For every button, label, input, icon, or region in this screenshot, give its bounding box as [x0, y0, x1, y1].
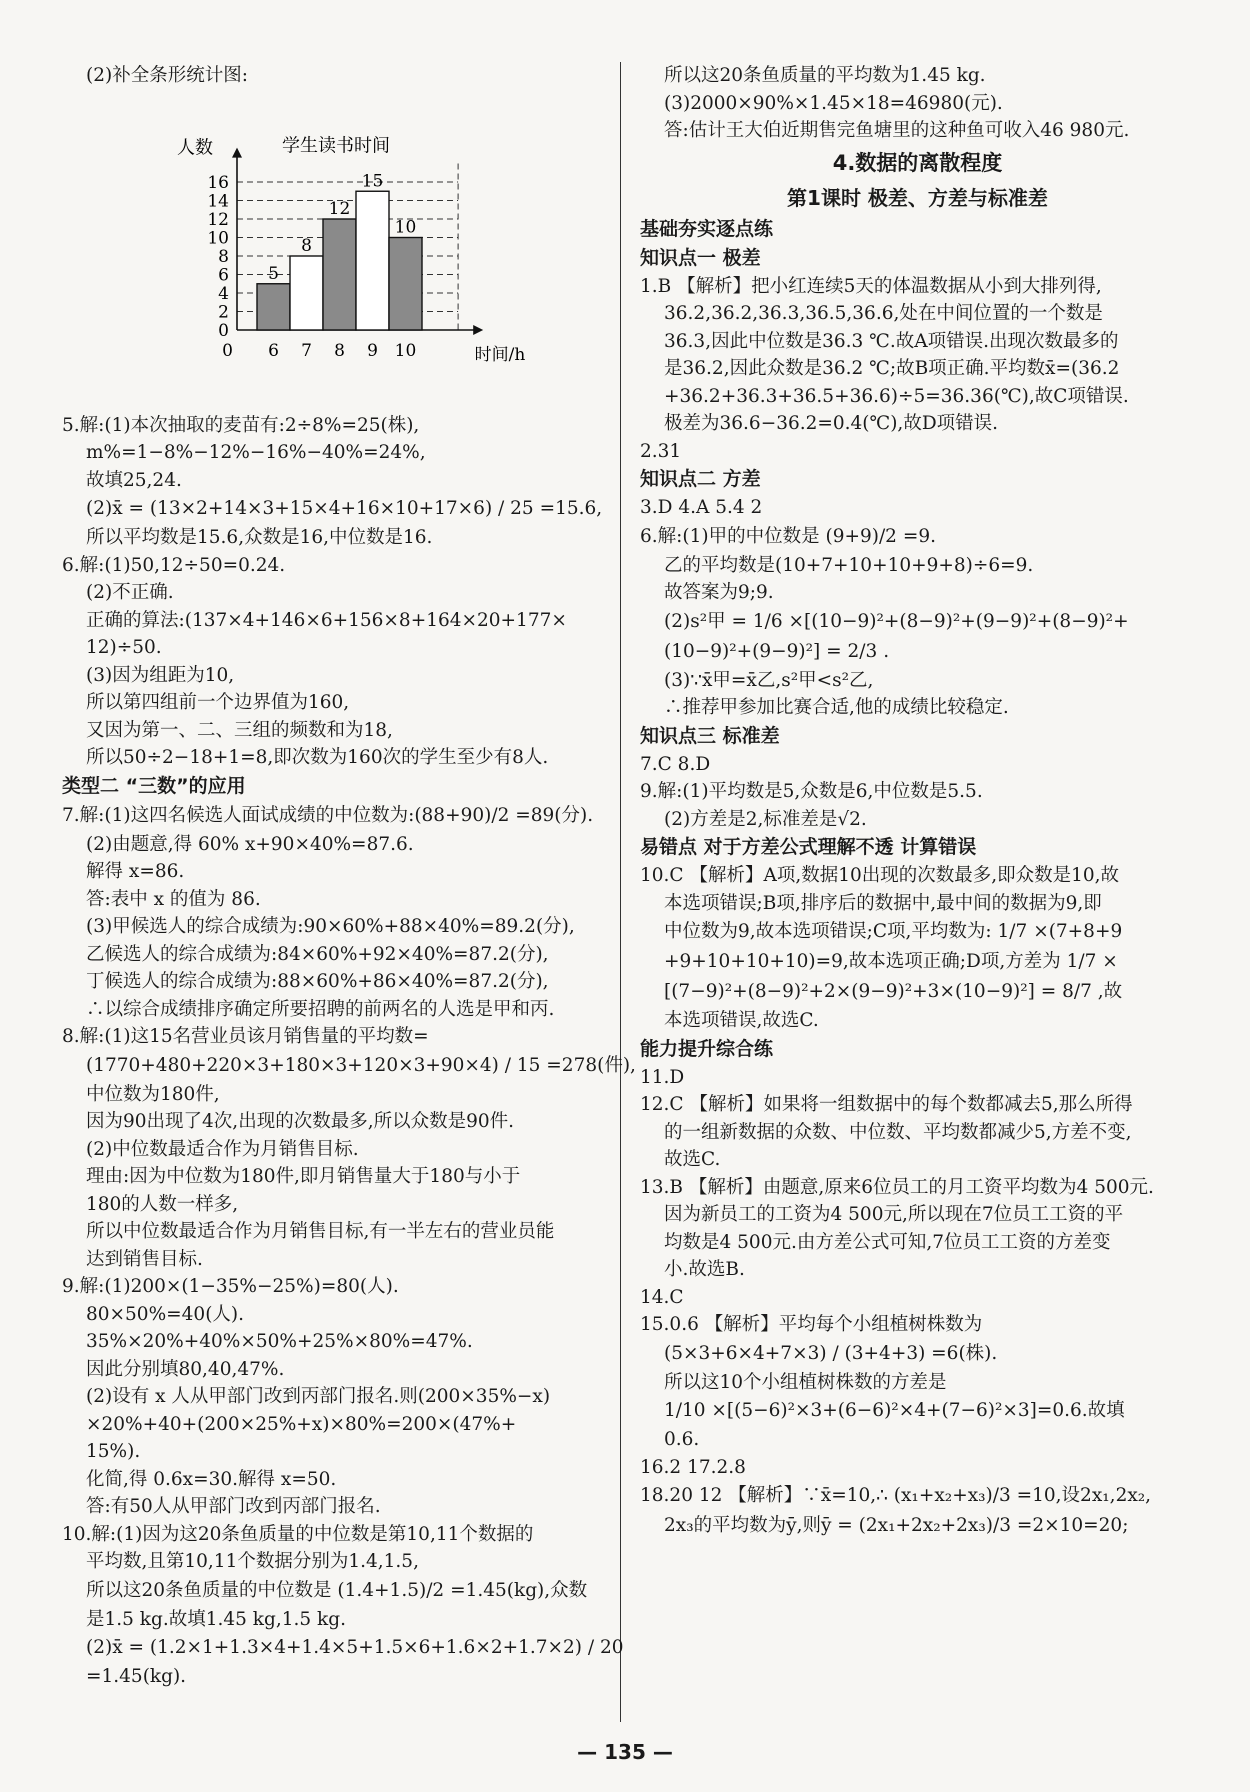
- left-text-line: ∴以综合成绩排序确定所要招聘的前两名的人选是甲和丙.: [86, 998, 555, 1020]
- left-text-line: 中位数为180件,: [86, 1083, 220, 1105]
- left-text-line: (1770+480+220×3+180×3+120×3+90×4) / 15 =278(件),: [86, 1054, 636, 1076]
- right-text-line: 7.C 8.D: [640, 753, 711, 775]
- right-text-line: 知识点一 极差: [640, 246, 761, 269]
- y-tick-label: 8: [218, 246, 229, 267]
- left-text-line: (2)补全条形统计图:: [86, 65, 248, 86]
- left-text-line: (2)x̄ = (1.2×1+1.3×4+1.4×5+1.5×6+1.6×2+1.7×2) / 20: [86, 1637, 624, 1658]
- y-axis-arrow: [232, 147, 242, 157]
- y-tick-label: 16: [207, 172, 229, 193]
- left-text-line: 正确的算法:(137×4+146×6+156×8+164×20+177×: [86, 609, 567, 631]
- left-column: [62, 62, 636, 1691]
- right-text-line: 12.C 【解析】如果将一组数据中的每个数都减去5,那么所得: [640, 1094, 1133, 1115]
- left-text-line: 答:表中 x 的值为 86.: [86, 888, 261, 910]
- left-text-line: m%=1−8%−12%−16%−40%=24%,: [86, 442, 426, 463]
- bar: [356, 191, 389, 330]
- bar: [257, 283, 290, 329]
- left-text-line: 9.解:(1)200×(1−35%−25%)=80(人).: [62, 1276, 399, 1297]
- right-text-line: 所以这10个小组植树株数的方差是: [664, 1371, 947, 1393]
- left-text-line: 所以平均数是15.6,众数是16,中位数是16.: [86, 527, 433, 548]
- right-text-line: 答:估计王大伯近期售完鱼塘里的这种鱼可收入46 980元.: [664, 120, 1130, 141]
- bar: [323, 219, 356, 330]
- left-text-line: (2)中位数最适合作为月销售目标.: [86, 1138, 359, 1160]
- right-text-line: 2x₃的平均数为ȳ,则ȳ = (2x₁+2x₂+2x₃)/3 =2×10=20;: [664, 1515, 1129, 1536]
- right-text-line: 均数是4 500元.由方差公式可知,7位员工工资的方差变: [664, 1231, 1111, 1253]
- bar-value-label: 10: [394, 217, 417, 237]
- left-text-line: 6.解:(1)50,12÷50=0.24.: [62, 554, 286, 576]
- right-text-line: 知识点二 方差: [640, 468, 761, 490]
- right-text-line: 16.2 17.2.8: [640, 1456, 746, 1478]
- right-text-line: 36.3,因此中位数是36.3 ℃.故A项错误.出现次数最多的: [664, 330, 1119, 352]
- left-text-line: 所以这20条鱼质量的中位数是 (1.4+1.5)/2 =1.45(kg),众数: [86, 1579, 588, 1601]
- y-tick-label: 4: [218, 283, 229, 304]
- left-text-line: 因此分别填80,40,47%.: [86, 1358, 285, 1380]
- x-axis-arrow: [473, 325, 483, 335]
- right-text-line: 易错点 对于方差公式理解不透 计算错误: [640, 836, 977, 858]
- right-text-line: ∴推荐甲参加比赛合适,他的成绩比较稳定.: [664, 697, 1009, 718]
- right-text-line: 9.解:(1)平均数是5,众数是6,中位数是5.5.: [640, 781, 983, 802]
- x-tick-label: 9: [367, 340, 378, 361]
- left-text-line: 理由:因为中位数为180件,即月销售量大于180与小于: [86, 1166, 521, 1187]
- bar-value-label: 5: [268, 263, 279, 284]
- right-text-line: 10.C 【解析】A项,数据10出现的次数最多,即众数是10,故: [640, 865, 1120, 886]
- right-text-line: 基础夯实逐点练: [640, 217, 774, 240]
- left-text-line: 10.解:(1)因为这20条鱼质量的中位数是第10,11个数据的: [62, 1523, 534, 1545]
- left-text-line: (2)设有 x 人从甲部门改到丙部门报名.则(200×35%−x): [86, 1386, 551, 1407]
- right-text-line: 11.D: [640, 1066, 685, 1088]
- right-text-line: 1/10 ×[(5−6)²×3+(6−6)²×4+(7−6)²×3]=0.6.故填: [664, 1400, 1125, 1421]
- right-text-line: (2)s²甲 = 1/6 ×[(10−9)²+(8−9)²+(9−9)²+(8−9)²+: [664, 610, 1129, 632]
- left-text-line: 所以50÷2−18+1=8,即次数为160次的学生至少有8人.: [86, 747, 549, 768]
- right-text-line: 小.故选B.: [664, 1259, 745, 1280]
- right-text-line: (3)2000×90%×1.45×18=46980(元).: [664, 92, 1003, 114]
- left-text-line: 故填25,24.: [86, 469, 182, 491]
- left-text-line: ×20%+40+(200×25%+x)×80%=200×(47%+: [86, 1413, 517, 1435]
- left-text-line: 平均数,且第10,11个数据分别为1.4,1.5,: [86, 1551, 419, 1572]
- right-text-line: +9+10+10+10)=9,故本选项正确;D项,方差为 1/7 ×: [664, 951, 1118, 972]
- right-text-line: 3.D 4.A 5.4 2: [640, 497, 763, 518]
- right-text-line: 15.0.6 【解析】平均每个小组植树株数为: [640, 1314, 983, 1335]
- right-text-line: 中位数为9,故本选项错误;C项,平均数为: 1/7 ×(7+8+9: [664, 921, 1123, 942]
- right-text-line: [(7−9)²+(8−9)²+2×(9−9)²+3×(10−9)²] = 8/7 ,故: [664, 981, 1123, 1002]
- x-tick-label: 7: [301, 340, 312, 361]
- right-text-line: 0.6.: [664, 1429, 700, 1450]
- left-text-line: 35%×20%+40%×50%+25%×80%=47%.: [86, 1331, 473, 1352]
- y-tick-label: 6: [218, 265, 229, 285]
- left-text-line: 丁候选人的综合成绩为:88×60%+86×40%=87.2(分),: [86, 971, 549, 992]
- x-tick-label: 8: [334, 340, 345, 361]
- right-text-line: 18.20 12 【解析】∵x̄=10,∴ (x₁+x₂+x₃)/3 =10,设2x₁,2x₂,: [640, 1485, 1152, 1506]
- left-text-line: 是1.5 kg.故填1.45 kg,1.5 kg.: [86, 1608, 346, 1630]
- right-text-line: 2.31: [640, 440, 682, 462]
- left-text-line: 达到销售目标.: [86, 1248, 203, 1270]
- left-text-line: 所以第四组前一个边界值为160,: [86, 692, 350, 713]
- column-divider: [620, 62, 621, 1722]
- right-text-line: 故答案为9;9.: [664, 582, 774, 603]
- y-tick-label: 2: [218, 302, 229, 322]
- y-tick-label: 0: [218, 320, 229, 341]
- right-text-line: 4.数据的离散程度: [832, 150, 1003, 175]
- bar-value-label: 12: [328, 198, 351, 219]
- left-text-line: 12)÷50.: [86, 637, 162, 658]
- right-text-line: (3)∵x̄甲=x̄乙,s²甲<s²乙,: [664, 669, 874, 691]
- left-text-line: 化简,得 0.6x=30.解得 x=50.: [86, 1468, 337, 1490]
- left-text-line: 15%).: [86, 1441, 141, 1462]
- bar-chart-svg: [122, 90, 542, 408]
- x-tick-label: 6: [268, 340, 279, 361]
- bar-value-label: 15: [361, 170, 384, 191]
- left-text-line: 类型二 “三数”的应用: [62, 774, 246, 797]
- left-text-line: 5.解:(1)本次抽取的麦苗有:2÷8%=25(株),: [62, 414, 420, 436]
- left-text-line: (3)甲候选人的综合成绩为:90×60%+88×40%=89.2(分),: [86, 916, 575, 937]
- left-text-line: 8.解:(1)这15名营业员该月销售量的平均数=: [62, 1026, 429, 1047]
- y-axis-label: 人数: [177, 137, 213, 159]
- y-tick-label: 10: [207, 228, 229, 248]
- origin-label: 0: [222, 340, 233, 361]
- bar-chart: [62, 90, 602, 412]
- right-text-line: 的一组新数据的众数、中位数、平均数都减少5,方差不变,: [664, 1121, 1132, 1143]
- left-text-line: 又因为第一、二、三组的频数和为18,: [86, 719, 393, 741]
- right-text-line: (2)方差是2,标准差是√2.: [664, 808, 867, 830]
- left-text-line: (3)因为组距为10,: [86, 664, 235, 686]
- bar: [389, 237, 422, 330]
- left-text-line: =1.45(kg).: [86, 1666, 187, 1687]
- chart-title: 学生读书时间: [282, 135, 390, 157]
- left-text-line: (2)不正确.: [86, 582, 174, 603]
- right-text-line: (10−9)²+(9−9)²] = 2/3 .: [664, 640, 890, 662]
- right-text-line: 因为新员工的工资为4 500元,所以现在7位员工工资的平: [664, 1204, 1124, 1225]
- right-text-line: 所以这20条鱼质量的平均数为1.45 kg.: [664, 65, 986, 86]
- right-text-line: 6.解:(1)甲的中位数是 (9+9)/2 =9.: [640, 525, 936, 547]
- y-tick-label: 12: [207, 209, 229, 230]
- left-text-line: 80×50%=40(人).: [86, 1303, 245, 1325]
- right-text-line: 是36.2,因此众数是36.2 ℃;故B项正确.平均数x̄=(36.2: [664, 358, 1120, 379]
- left-text-line: 7.解:(1)这四名候选人面试成绩的中位数为:(88+90)/2 =89(分).: [62, 804, 594, 826]
- page-number: — 135 —: [577, 1740, 673, 1764]
- right-text-line: 乙的平均数是(10+7+10+10+9+8)÷6=9.: [664, 554, 1034, 576]
- right-text-line: +36.2+36.3+36.5+36.6)÷5=36.36(℃),故C项错误.: [664, 385, 1129, 407]
- left-text-line: 乙候选人的综合成绩为:84×60%+92×40%=87.2(分),: [86, 943, 549, 965]
- right-text-line: 故选C.: [664, 1149, 721, 1170]
- left-text-line: (2)x̄ = (13×2+14×3+15×4+16×10+17×6) / 25 =15.6,: [86, 498, 603, 519]
- left-text-line: (2)由题意,得 60% x+90×40%=87.6.: [86, 833, 414, 855]
- left-text-line: 解得 x=86.: [86, 861, 185, 882]
- x-tick-label: 10: [394, 340, 417, 361]
- left-text-line: 180的人数一样多,: [86, 1193, 239, 1215]
- right-text-line: (5×3+6×4+7×3) / (3+4+3) =6(株).: [664, 1342, 998, 1364]
- right-text-line: 第1课时 极差、方差与标准差: [787, 185, 1048, 210]
- y-tick-label: 14: [207, 191, 229, 211]
- right-text-line: 能力提升综合练: [640, 1037, 774, 1060]
- bar-value-label: 8: [301, 235, 312, 256]
- left-text-line: 答:有50人从甲部门改到丙部门报名.: [86, 1496, 381, 1517]
- page-number-value: 135: [604, 1740, 646, 1764]
- right-text-line: 36.2,36.2,36.3,36.5,36.6,处在中间位置的一个数是: [664, 303, 1103, 324]
- right-text-line: 知识点三 标准差: [640, 724, 780, 747]
- right-text-line: 极差为36.6−36.2=0.4(℃),故D项错误.: [664, 413, 999, 434]
- right-text-line: 本选项错误,故选C.: [664, 1010, 819, 1031]
- left-text-line: 因为90出现了4次,出现的次数最多,所以众数是90件.: [86, 1111, 514, 1132]
- right-text-line: 13.B 【解析】由题意,原来6位员工的月工资平均数为4 500元.: [640, 1176, 1154, 1198]
- bar: [290, 256, 323, 330]
- right-text-line: 本选项错误;B项,排序后的数据中,最中间的数据为9,即: [664, 892, 1102, 914]
- x-axis-label: 时间/h: [474, 344, 526, 365]
- right-text-line: 1.B 【解析】把小红连续5天的体温数据从小到大排列得,: [640, 275, 1102, 297]
- left-text-line: 所以中位数最适合作为月销售目标,有一半左右的营业员能: [86, 1221, 555, 1242]
- right-text-line: 14.C: [640, 1286, 684, 1308]
- right-column: [640, 62, 1195, 1541]
